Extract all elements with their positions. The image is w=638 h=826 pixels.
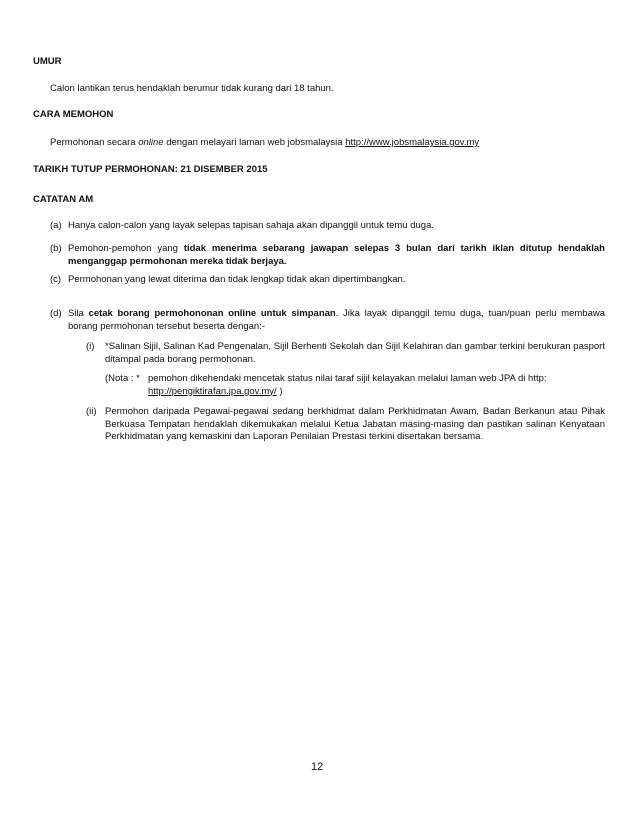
nota-text <box>148 373 605 398</box>
item-b-text <box>68 243 605 268</box>
item-b-text-bold: tidak menerima sebarang jawapan selepas 3 bulan dari tarikh iklan ditutup hendaklah menganggap permohonan mereka tidak berjaya. <box>68 243 605 267</box>
item-b-text-before: Pemohon-pemohon yang <box>68 243 184 254</box>
item-b-label: (b) <box>50 243 62 254</box>
item-a-text: Hanya calon-calon yang layak selepas tapisan sahaja akan dipanggil untuk temu duga. <box>68 220 434 231</box>
item-d-i-label: (i) <box>86 341 95 352</box>
umur-text: Calon lantikan terus hendaklah berumur tidak kurang dari 18 tahun. <box>50 83 334 94</box>
jobsmalaysia-link[interactable]: http://www.jobsmalaysia.gov.my <box>345 137 480 148</box>
nota-prefix: (Nota : * <box>105 373 140 384</box>
nota-suffix: ) <box>276 385 283 397</box>
cara-text-before: Permohonan secara <box>50 137 139 148</box>
item-d-i-text: *Salinan Sijil, Salinan Kad Pengenalan, Sijil Berhenti Sekolah dan Sijil Kelahiran dan gambar terkini berukuran pasport ditampal pada borang permohonan. <box>105 341 605 365</box>
item-d-text <box>68 308 605 333</box>
item-c-text: Permohonan yang lewat diterima dan tidak lengkap tidak akan dipertimbangkan. <box>68 274 406 285</box>
item-d-text-bold: cetak borang permohononan online untuk simpanan <box>88 308 336 319</box>
page-number: 12 <box>311 761 324 773</box>
item-d-label: (d) <box>50 308 62 319</box>
item-a-label: (a) <box>50 220 62 231</box>
item-c-label: (c) <box>50 274 62 285</box>
heading-tarikh-tutup: TARIKH TUTUP PERMOHONAN: 21 DISEMBER 2015 <box>33 164 268 175</box>
nota-text-body: pemohon dikehendaki mencetak status nilai taraf sijil kelayakan melalui laman web JPA di http: <box>148 373 547 384</box>
cara-text-middle: dengan melayari laman web jobsmalaysia <box>163 137 346 148</box>
item-d-ii-label: (ii) <box>86 406 97 417</box>
heading-umur: UMUR <box>33 56 62 67</box>
jpa-link[interactable]: http://pengiktirafan.jpa.gov.my/ <box>148 385 277 397</box>
item-d-ii-text: Permohon daripada Pegawai-pegawai sedang berkhidmat dalam Perkhidmatan Awam, Badan Berkanun atau Pihak Berkuasa Tempatan hendaklah dikemukakan melalui Ketua Jabatan masing-masing dan pastikan salinan Kenyataan Perkhidmatan yang kemaskini dan Laporan Penilaian Prestasi terkini disertakan bersama. <box>105 406 605 442</box>
item-d-text-after: . Jika layak dipanggil temu duga, tuan/puan perlu membawa borang permohonan tersebut beserta dengan:- <box>68 308 606 332</box>
heading-cara-memohon: CARA MEMOHON <box>33 109 114 120</box>
cara-text-online: online <box>138 137 164 148</box>
item-d-text-before: Sila <box>68 308 89 319</box>
cara-memohon-text <box>50 137 479 150</box>
heading-catatan-am: CATATAN AM <box>33 194 94 205</box>
